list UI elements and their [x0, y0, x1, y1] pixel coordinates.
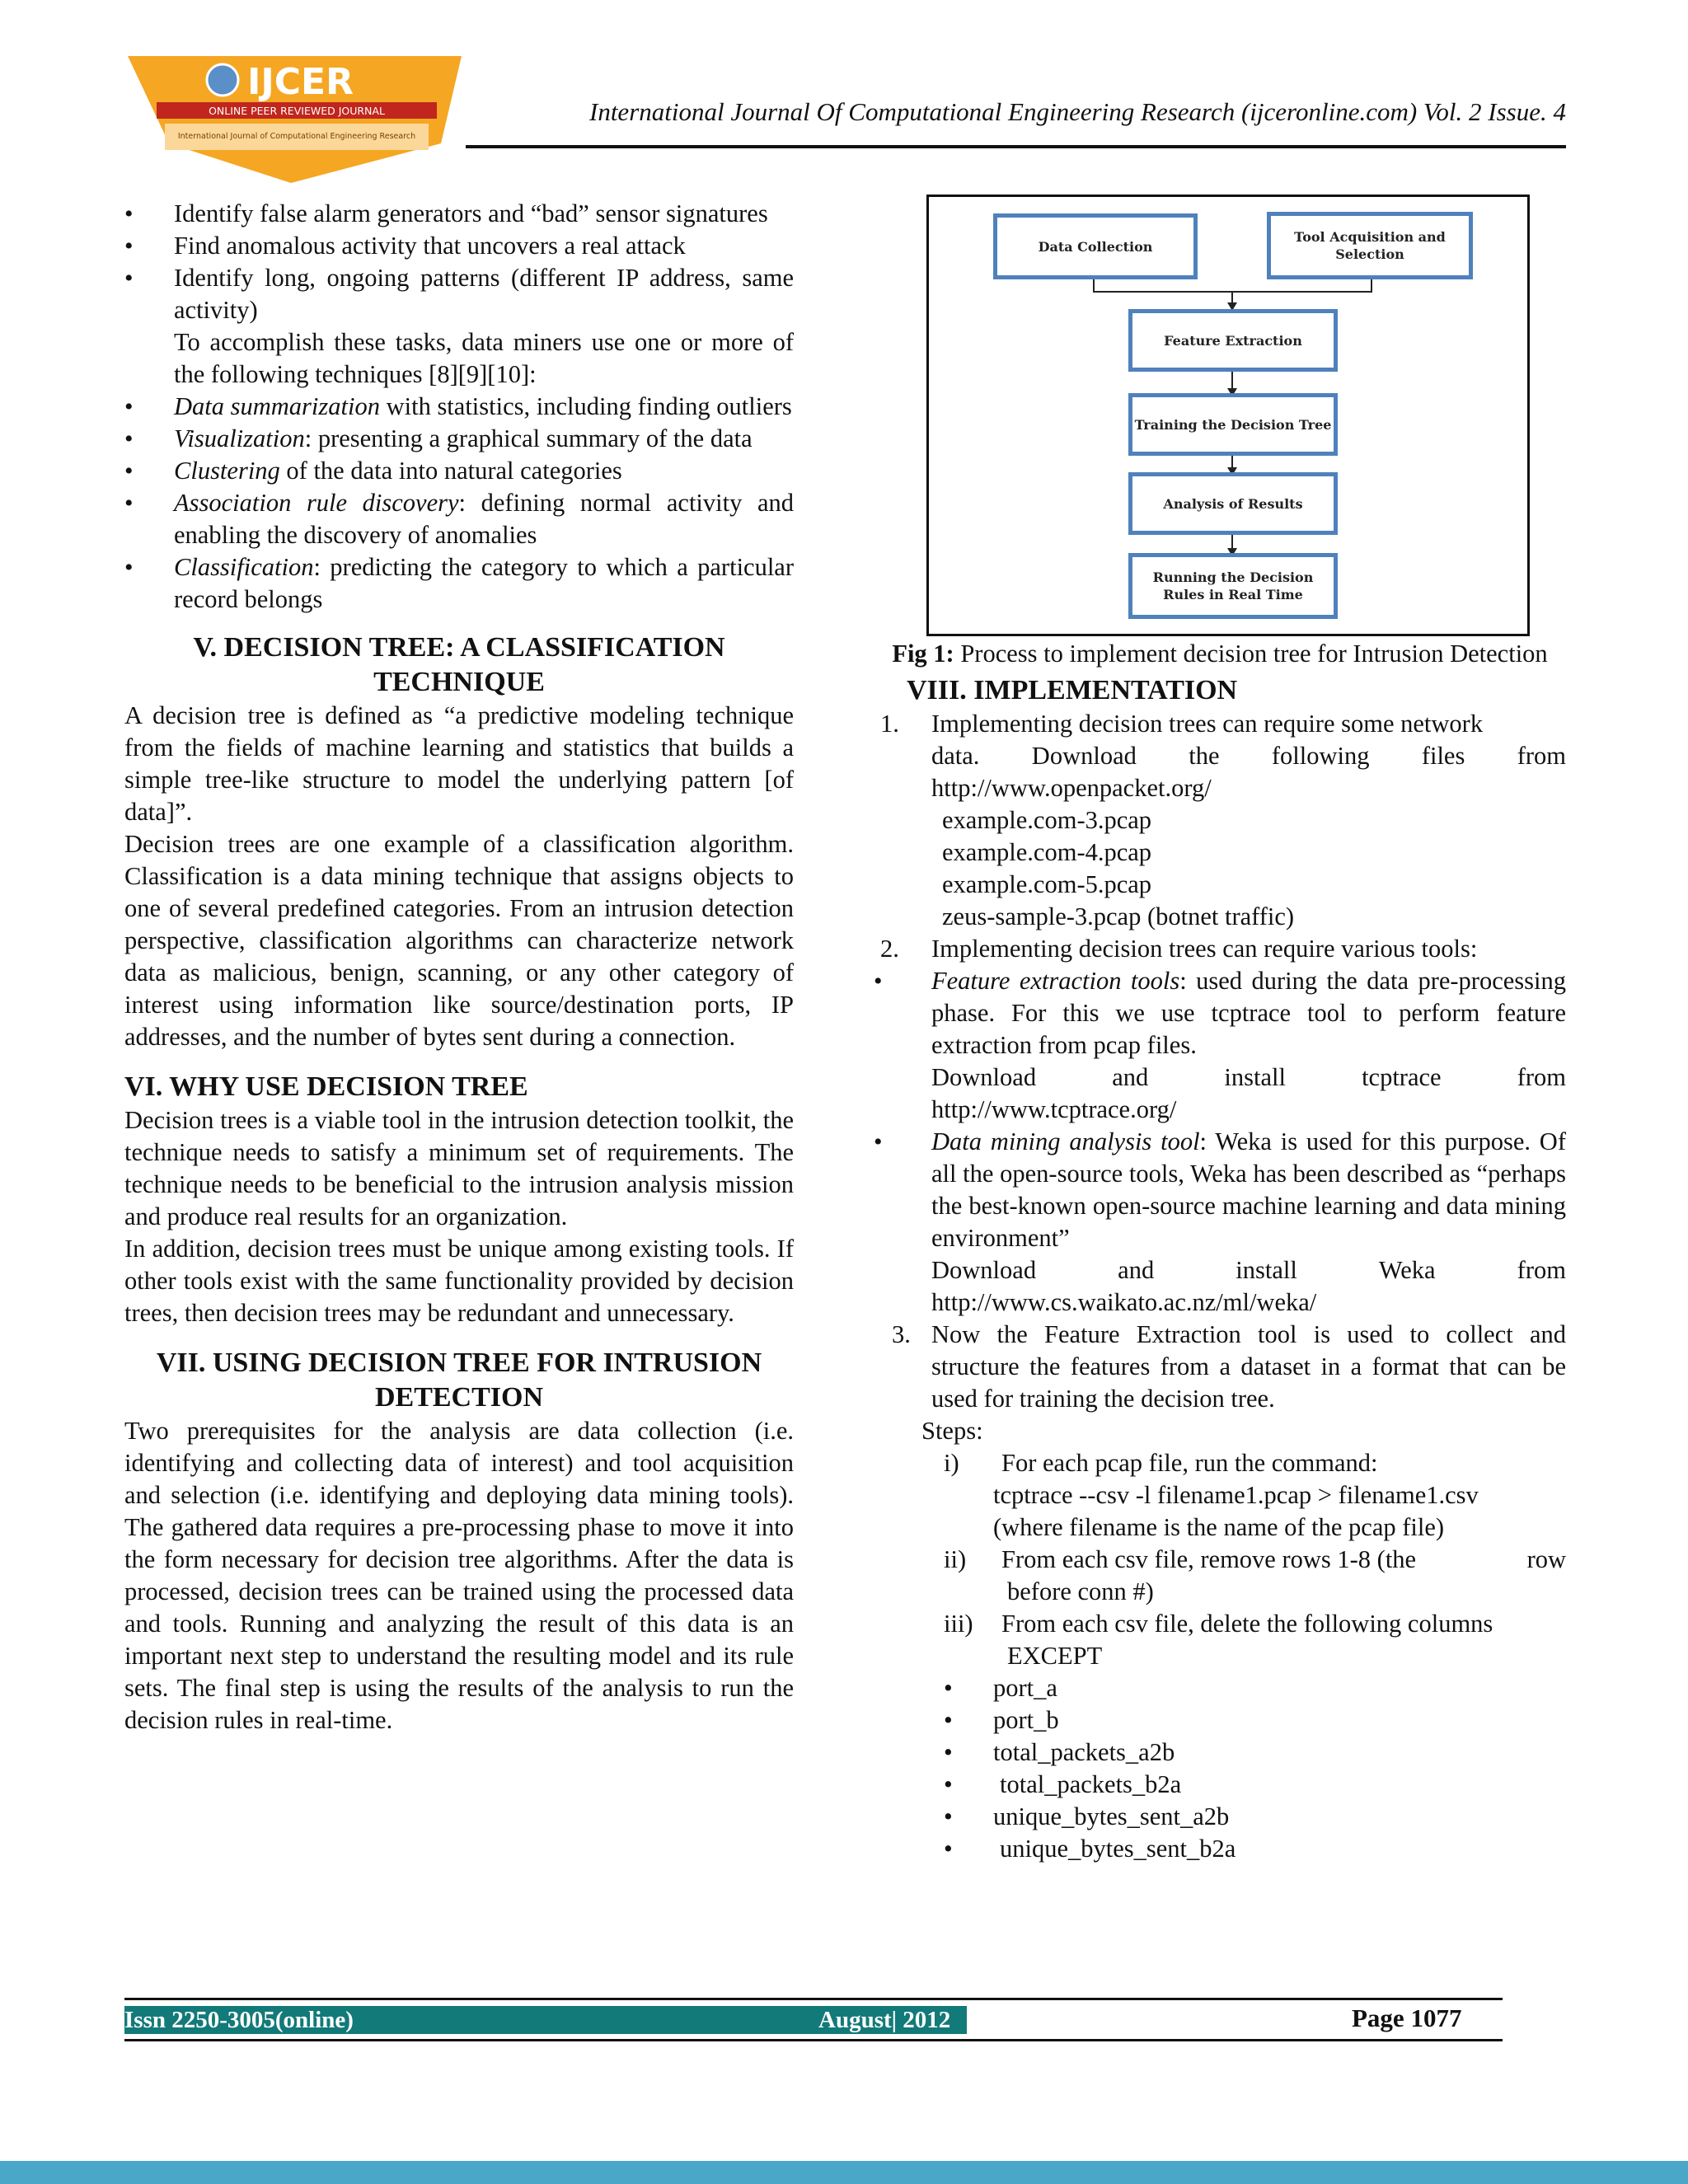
- flow-step-data-collection: Data Collection: [993, 213, 1198, 279]
- list-item: • Classification: predicting the category to which a particular record belongs: [124, 551, 794, 616]
- techniques-intro: To accomplish these tasks, data miners use one or more of the following techniques [8][9][10]:: [174, 328, 794, 388]
- footer-issn: Issn 2250-3005(online): [124, 2007, 354, 2033]
- paragraph: In addition, decision trees must be unique among existing tools. If other tools exist with the same functionality provided by decision trees, then decision trees may be redundant and unnecessary.: [124, 1235, 794, 1327]
- left-column: [124, 198, 794, 1736]
- column-item: • total_packets_a2b: [874, 1736, 1566, 1769]
- column-item: • total_packets_b2a: [874, 1769, 1566, 1801]
- column-item: • unique_bytes_sent_a2b: [874, 1801, 1566, 1833]
- step-item: ii) From each csv file, remove rows 1-8 (the row before conn #): [944, 1545, 1566, 1605]
- justified-line: Download and install tcptrace from: [931, 1063, 1566, 1091]
- column-item: • unique_bytes_sent_b2a: [874, 1833, 1566, 1865]
- step-item: i) For each pcap file, run the command:: [944, 1449, 1378, 1477]
- url[interactable]: http://www.cs.waikato.ac.nz/ml/weka/: [931, 1288, 1317, 1316]
- list-item: • Identify long, ongoing patterns (different IP address, same activity): [124, 262, 794, 326]
- right-column: [874, 194, 1566, 1865]
- logo-tagline: ONLINE PEER REVIEWED JOURNAL: [209, 105, 385, 117]
- list-item: • Find anomalous activity that uncovers a real attack: [124, 230, 794, 262]
- footer-band: [124, 2006, 967, 2034]
- paragraph: Decision trees are one example of a classification algorithm. Classification is a data mining technique that assigns objects to one of several predefined categories. From an intrusion detection perspective, classification algorithms can characterize network data as malicious, benign, scanning, or any other category of interest using information like source/destination ports, IP addresses, and the number of bytes sent during a connection.: [124, 830, 794, 1051]
- justified-line: Download and install Weka from: [931, 1256, 1566, 1284]
- journal-title: International Journal Of Computational Engineering Research (ijceronline.com) Vol. 2 Issue. 4: [589, 97, 1566, 126]
- file-item: example.com-3.pcap: [942, 806, 1152, 834]
- numbered-item: 3. Now the Feature Extraction tool is used to collect and structure the features from a dataset in a format that can be used for training the decision tree.: [892, 1320, 1566, 1413]
- file-item: example.com-5.pcap: [942, 870, 1152, 898]
- paragraph: A decision tree is defined as “a predictive modeling technique from the fields of machine learning and statistics that builds a simple tree-like structure to model the underlying pattern [of data]”.: [124, 701, 794, 826]
- command: tcptrace --csv -l filename1.pcap > filename1.csv: [993, 1481, 1479, 1509]
- list-item: • Clustering of the data into natural categories: [124, 455, 794, 487]
- file-item: zeus-sample-3.pcap (botnet traffic): [942, 902, 1295, 930]
- column-item: • port_b: [874, 1704, 1566, 1736]
- flow-step-running: Running the Decision Rules in Real Time: [1128, 553, 1338, 619]
- list-item: • Data mining analysis tool: Weka is used for this purpose. Of all the open-source tools, Weka has been described as “perhaps the best-known open-source machine learning and data mining environment”: [874, 1126, 1566, 1254]
- flow-step-analysis: Analysis of Results: [1128, 472, 1338, 535]
- section-heading: V. DECISION TREE: A CLASSIFICATION TECHNIQUE: [193, 632, 725, 697]
- paragraph: Decision trees is a viable tool in the intrusion detection toolkit, the technique needs to satisfy a minimum set of requirements. The technique needs to be beneficial to the intrusion analysis mission and produce real results for an organization.: [124, 1106, 794, 1230]
- list-item: • Visualization: presenting a graphical summary of the data: [124, 423, 794, 455]
- file-item: example.com-4.pcap: [942, 838, 1152, 866]
- page-number: Page 1077: [1352, 2004, 1462, 2032]
- flowchart-figure: [926, 194, 1530, 636]
- command-note: (where filename is the name of the pcap file): [993, 1513, 1445, 1541]
- list-item: • Data summarization with statistics, including finding outliers: [124, 391, 794, 423]
- justified-line: data. Download the following files from: [931, 742, 1566, 770]
- numbered-item: 1. Implementing decision trees can require some network data. Download the following files from http://www.openpacket.org/: [874, 708, 1566, 804]
- footer-date: August| 2012: [818, 2007, 951, 2033]
- flow-step-feature-extraction: Feature Extraction: [1128, 309, 1338, 372]
- footer-divider-bottom: [124, 2039, 1503, 2041]
- section-heading: VI. WHY USE DECISION TREE: [124, 1071, 528, 1102]
- list-item: • Identify false alarm generators and “bad” sensor signatures: [124, 198, 794, 230]
- logo-brand: IJCER: [247, 61, 354, 103]
- step-item: iii) From each csv file, delete the following columns EXCEPT: [944, 1610, 1493, 1670]
- bottom-bar: [0, 2161, 1688, 2184]
- column-item: • port_a: [874, 1672, 1566, 1704]
- header-divider: [466, 145, 1566, 148]
- figure-caption: Fig 1: Process to implement decision tree for Intrusion Detection: [892, 640, 1548, 668]
- paragraph: Two prerequisites for the analysis are data collection (i.e. identifying and collecting data of interest) and tool acquisition and selection (i.e. identifying and deploying data mining tools). The gathered data requires a pre-processing phase to move it into the form necessary for decision tree algorithms. After the data is processed, decision trees can be trained using the processed data and tools. Running and analyzing the result of this data is an important next step to understand the resulting model and its rule sets. The final step is using the results of the analysis to run the decision rules in real-time.: [124, 1417, 794, 1734]
- list-item: • Association rule discovery: defining normal activity and enabling the discovery of anomalies: [124, 487, 794, 551]
- footer-divider-top: [124, 1998, 1503, 2000]
- flow-step-training: Training the Decision Tree: [1128, 393, 1338, 456]
- section-heading: VIII. IMPLEMENTATION: [907, 675, 1238, 705]
- logo-subtitle: International Journal of Computational Engineering Research: [177, 132, 416, 141]
- flow-step-tool-acquisition: Tool Acquisition and Selection: [1267, 212, 1473, 279]
- section-heading: VII. USING DECISION TREE FOR INTRUSION DETECTION: [156, 1347, 762, 1413]
- list-item: • Feature extraction tools: used during the data pre-processing phase. For this we use tcptrace tool to perform feature extraction from pcap files.: [874, 965, 1566, 1062]
- url[interactable]: http://www.openpacket.org/: [931, 774, 1212, 802]
- steps-label: Steps:: [921, 1417, 983, 1445]
- journal-logo: [128, 51, 466, 183]
- numbered-item: 2. Implementing decision trees can require various tools:: [880, 935, 1478, 963]
- url[interactable]: http://www.tcptrace.org/: [931, 1095, 1177, 1123]
